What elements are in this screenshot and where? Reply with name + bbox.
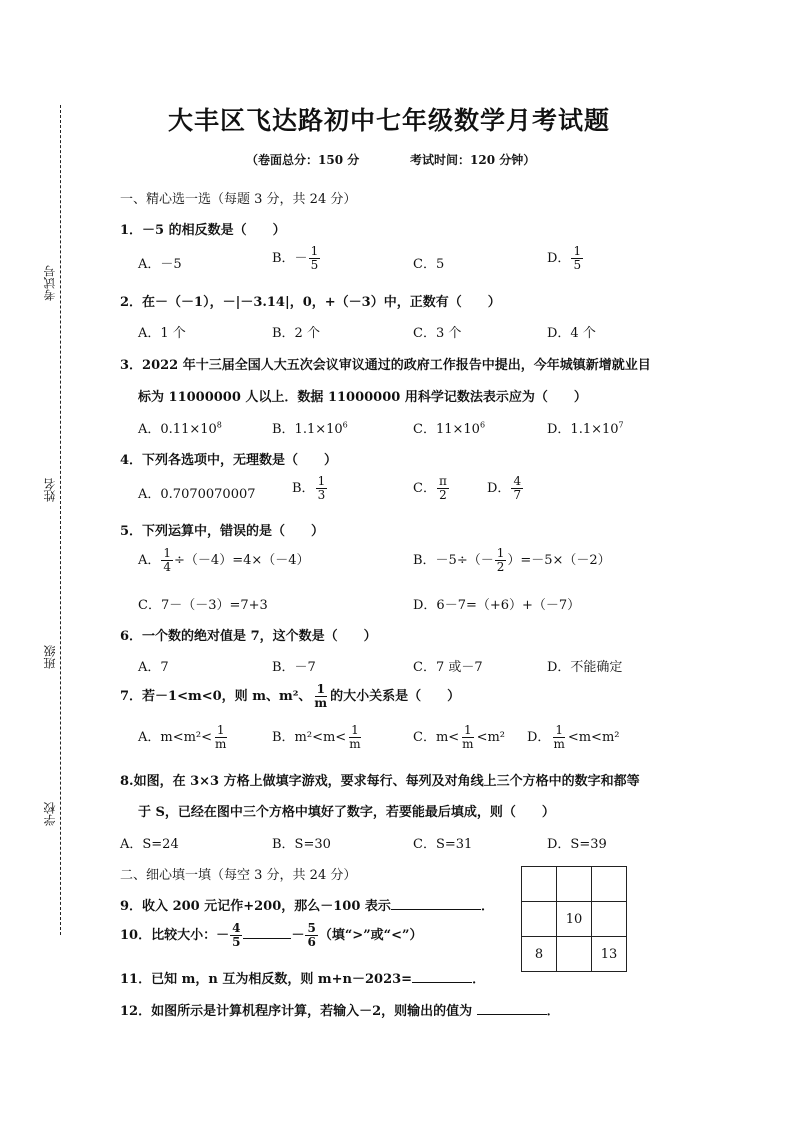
question-4: 4．下列各选项中，无理数是（ ） xyxy=(120,453,338,468)
grid-cell: 8 xyxy=(522,937,557,972)
grid-cell: 13 xyxy=(592,937,627,972)
q8-option-b: B．S=30 xyxy=(272,837,331,852)
q6-option-d: D．不能确定 xyxy=(547,660,623,675)
question-6: 6．一个数的绝对值是 7，这个数是（ ） xyxy=(120,629,377,644)
q6-option-c: C．7 或－7 xyxy=(413,660,483,675)
q4-option-c: C． $\frac{\pi}{2}$ xyxy=(413,474,447,502)
grid-cell xyxy=(522,902,557,937)
grid-cell xyxy=(592,902,627,937)
q1-option-b: B．－ $\frac{1}{5}$ xyxy=(272,244,319,272)
side-label-name: 姓名 xyxy=(43,478,57,502)
answer-blank[interactable] xyxy=(477,1002,547,1015)
question-9: 9．收入 200 元记作+200，那么－100 表示 ． xyxy=(120,899,494,914)
question-2: 2．在－（－1），－|－3.14|，0，+（－3）中，正数有（ ） xyxy=(120,295,501,310)
q4-option-d: D． $\frac{4}{7}$ xyxy=(487,474,522,502)
exam-time: 考试时间：120 分钟） xyxy=(410,153,536,167)
answer-blank[interactable] xyxy=(412,970,472,983)
q4-option-b: B． $\frac{1}{3}$ xyxy=(292,474,326,502)
question-3-line-2: 标为 11000000 人以上．数据 11000000 用科学记数法表示应为（ ） xyxy=(138,390,587,405)
q5-option-a: A． $\frac{1}{4}$ ÷（－4）=4×（－4） xyxy=(138,546,310,574)
q3-option-c: C．$11\times 10^6$ xyxy=(413,420,486,437)
q1-option-c: C．5 xyxy=(413,257,445,272)
q3-option-a: A．$0.11\times 10^8$ xyxy=(138,420,222,437)
grid-cell xyxy=(522,867,557,902)
q2-option-d: D．4 个 xyxy=(547,326,596,341)
q1-option-d: D． $\frac{1}{5}$ xyxy=(547,244,582,272)
q3-option-d: D．$1.1\times 10^7$ xyxy=(547,420,624,437)
grid-cell: 10 xyxy=(557,902,592,937)
section-1-heading: 一、精心选一选（每题 3 分，共 24 分） xyxy=(120,192,357,207)
grid-cell xyxy=(592,867,627,902)
question-12: 12．如图所示是计算机程序计算，若输入－2，则输出的值为 ． xyxy=(120,1004,560,1019)
q8-option-d: D．S=39 xyxy=(547,837,607,852)
q2-option-b: B．2 个 xyxy=(272,326,320,341)
q6-option-a: A．7 xyxy=(138,660,169,675)
question-7: 7．若－1<m<0，则 m、m²、 $\frac{1}{m}$ 的大小关系是（ ） xyxy=(120,682,461,710)
grid-cell xyxy=(557,867,592,902)
q7-option-d: D． $\frac{1}{m}$ <m<m² xyxy=(527,723,620,751)
question-11: 11．已知 m，n 互为相反数，则 m+n－2023= ． xyxy=(120,972,486,987)
q5-option-d: D．6－7=（+6）+（－7） xyxy=(413,598,581,613)
page-title: 大丰区飞达路初中七年级数学月考试题 xyxy=(168,106,611,135)
grid-cell xyxy=(557,937,592,972)
q8-option-c: C．S=31 xyxy=(413,837,473,852)
q7-option-b: B．m²<m< $\frac{1}{m}$ xyxy=(272,723,361,751)
answer-blank[interactable] xyxy=(391,897,481,910)
q5-option-c: C．7－（－3）=7+3 xyxy=(138,598,268,613)
side-label-school: 学校 xyxy=(43,802,57,826)
question-5: 5．下列运算中，错误的是（ ） xyxy=(120,524,325,539)
q5-option-b: B．－5÷（－ $\frac{1}{2}$ ）=－5×（－2） xyxy=(413,546,611,574)
q2-option-c: C．3 个 xyxy=(413,326,462,341)
q6-option-b: B．－7 xyxy=(272,660,316,675)
q7-option-a: A．m<m²< $\frac{1}{m}$ xyxy=(138,723,227,751)
q4-option-a: A．0.7070070007 xyxy=(138,487,256,502)
q8-option-a: A．S=24 xyxy=(120,837,179,852)
question-8-line-1: 8.如图，在 3×3 方格上做填字游戏，要求每行、每列及对角线上三个方格中的数字和都等 xyxy=(120,774,640,789)
q3-option-b: B．$1.1\times 10^6$ xyxy=(272,420,348,437)
question-10: 10．比较大小：－ $\frac{4}{5}$ － $\frac{5}{6}$ （填“>”或“<”） xyxy=(120,921,423,949)
question-1: 1．－5 的相反数是（ ） xyxy=(120,223,286,238)
q1-option-a: A．－5 xyxy=(138,257,182,272)
side-label-exam-number: 考试号 xyxy=(43,265,57,301)
binding-line xyxy=(60,105,61,935)
q7-option-c: C．m< $\frac{1}{m}$ <m² xyxy=(413,723,505,751)
total-score: （卷面总分：150 分 xyxy=(246,153,360,167)
answer-blank[interactable] xyxy=(243,926,291,939)
magic-square-grid xyxy=(521,866,627,972)
question-3-line-1: 3．2022 年十三届全国人大五次会议审议通过的政府工作报告中提出，今年城镇新增就业目 xyxy=(120,358,651,373)
side-label-class: 班级 xyxy=(43,645,57,669)
section-2-heading: 二、细心填一填（每空 3 分，共 24 分） xyxy=(120,868,357,883)
q2-option-a: A．1 个 xyxy=(138,326,186,341)
question-8-line-2: 于 S，已经在图中三个方格中填好了数字，若要能最后填成，则（ ） xyxy=(138,805,555,820)
